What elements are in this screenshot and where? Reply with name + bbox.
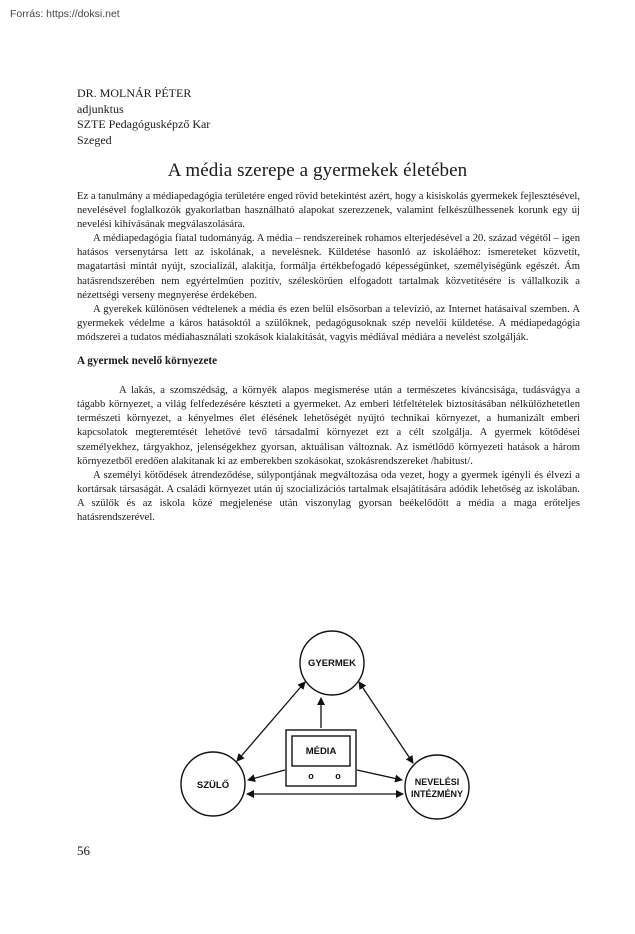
page-number: 56	[77, 843, 90, 858]
arrow-gyermek-intezmeny	[359, 682, 413, 763]
media-label: MÉDIA	[305, 746, 337, 757]
paragraph: A személyi kötődések átrendeződése, súlypontjának megváltozása oda vezet, hogy a gyermek igényli és élvezi a kortársak társaságát. A családi környezet után új szocializációs tartalmak elsajátítására adódik lehetőség az iskolában. A szülők és az iskola közé megjelenése után viszonylag gyorsan beékelődött a média a maga erőteljes hatásrendszerével.	[77, 469, 580, 523]
source-note: Forrás: https://doksi.net	[10, 8, 120, 20]
author-block	[77, 86, 210, 148]
arrow-media-intezmeny	[357, 770, 402, 780]
author-name: DR. MOLNÁR PÉTER	[77, 86, 192, 100]
tv-knob-left: o	[308, 771, 314, 781]
author-institution: SZTE Pedagógusképző Kar	[77, 117, 211, 131]
nevelesi-label-line2: INTÉZMÉNY	[410, 789, 464, 799]
paragraph: A lakás, a szomszédság, a környék alapos megismerése után a természetes kíváncsisága, tudásvágya a tágabb környezet, a világ felfedezésére készteti a gyermeket. Az emberi létfeltételek biztosításában nélkülözhetetlen természeti környezet, a kényelmes élet élésének lehetőségét nyújtó technikai környezet, a humanizált emberi kapcsolatok megteremtését lehetővé tevő társadalmi környezet ezt a célt szolgálja. A gyermek kötődései személyekhez, tárgyakhoz, jelenségekhez gyorsan, aktuálisan változnak. Az ismétlődő környezeti hatások a három környezetből eredően alakítanak ki az emberekben szokásokat, szokásrendszereket /habitust/.	[77, 385, 580, 467]
paragraph: Ez a tanulmány a médiapedagógia területére enged rövid betekintést azért, hogy a kisiskolás gyermekek fejlesztésével, nevelésével foglalkozók gyakorlatban használható alapokat szerezzenek, valamint felkészülhessenek korunk egy új nevelési kihívásának megválaszolására.	[77, 191, 581, 231]
gyermek-label: GYERMEK	[307, 658, 357, 669]
section-heading: A gyermek nevelő környezete	[77, 355, 218, 368]
author-position: adjunktus	[77, 101, 124, 116]
arrow-media-szulo	[248, 770, 285, 780]
environment-diagram	[175, 630, 475, 830]
nevelesi-intezmeny-node	[405, 755, 469, 819]
paragraph: A gyerekek különösen védtelenek a média és ezen belül elsősorban a televízió, az Internet hatásaival szemben. A gyermekek védelme a káros hatásoktól a szülőknek, pedagógusoknak szép nevelői küldetése. A médiapedagógia módszerei a tudatos médiahasználati szokások kialakítását, vagyis médiával médiára a nevelést szolgálják.	[77, 303, 580, 343]
tv-knob-right: o	[335, 771, 341, 781]
paragraph: A médiapedagógia fiatal tudományág. A média – rendszereinek rohamos elterjedésével a 20. század végétől – igen hatásos versenytársa lett az iskolának, a nevelésnek. Küldetése hasonló az iskoláéhoz: ismereteket közvetít, magatartási mintát nyújt, szocializál, alakítja, formálja értékbefogadó képességünket, személyiségünk egészét. Ám hatásrendszerében nem egyértelműen pozitív, széleskörűen elfogadott tartalmak közvetítésére is vállalkozik a nézettségi verseny megnyerése érdekében.	[77, 233, 580, 301]
author-city: Szeged	[77, 132, 112, 147]
article-title: A média szerepe a gyermekek életében	[167, 160, 468, 181]
szulo-label: SZÜLŐ	[196, 780, 230, 791]
nevelesi-label-line1: NEVELÉSI	[414, 777, 460, 787]
article-body	[77, 190, 580, 525]
